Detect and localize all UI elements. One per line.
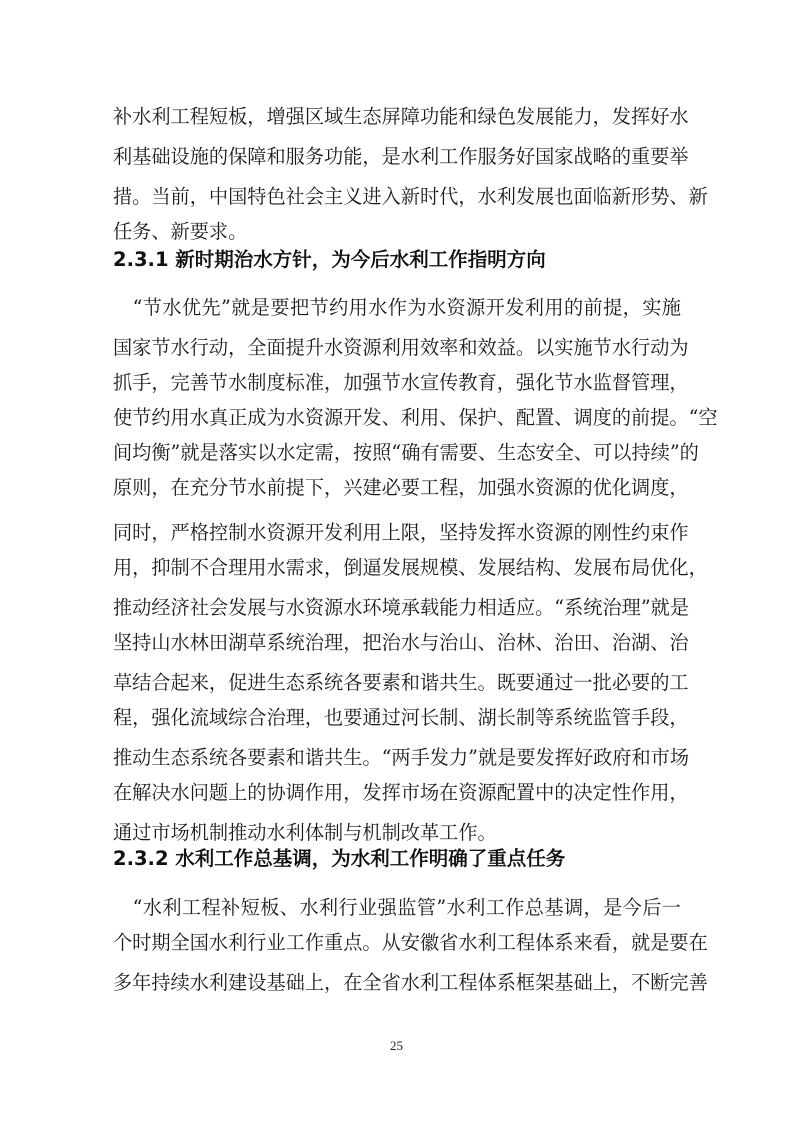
body-text-line: 同时，严格控制水资源开发利用上限，坚持发挥水资源的刚性约束作: [113, 521, 689, 544]
body-text-line: 利基础设施的保障和服务功能，是水利工作服务好国家战略的重要举: [113, 145, 689, 168]
body-text-line: 使节约用水真正成为水资源开发、利用、保护、配置、调度的前提。“空: [113, 406, 718, 429]
body-text-line: 原则，在充分节水前提下，兴建必要工程，加强水资源的优化调度，: [113, 476, 689, 499]
body-text-line: 国家节水行动，全面提升水资源利用效率和效益。以实施节水行动为: [113, 336, 689, 359]
body-text-line: 间均衡”就是落实以水定需，按照“确有需要、生态安全、可以持续”的: [113, 441, 699, 464]
body-text-line: “水利工程补短板、水利行业强监管”水利工作总基调，是今后一: [113, 896, 681, 919]
body-text-line: 个时期全国水利行业工作重点。从安徽省水利工程体系来看，就是要在: [113, 931, 708, 954]
body-text-line: 推动经济社会发展与水资源水环境承载能力相适应。“系统治理”就是: [113, 596, 690, 619]
body-text-line: 补水利工程短板，增强区域生态屏障功能和绿色发展能力，发挥好水: [113, 105, 689, 128]
body-text-line: 在解决水问题上的协调作用，发挥市场在资源配置中的决定性作用，: [113, 781, 689, 804]
body-text-line: “节水优先”就是要把节约用水作为水资源开发利用的前提，实施: [113, 296, 681, 319]
body-text-line: 多年持续水利建设基础上，在全省水利工程体系框架基础上，不断完善: [113, 971, 708, 994]
section-heading-2-3-2: 2.3.2 水利工作总基调，为水利工作明确了重点任务: [113, 847, 566, 870]
body-text-line: 措。当前，中国特色社会主义进入新时代，水利发展也面临新形势、新: [113, 185, 708, 208]
body-text-line: 推动生态系统各要素和谐共生。“两手发力”就是要发挥好政府和市场: [113, 746, 690, 769]
body-text-line: 坚持山水林田湖草系统治理，把治水与治山、治林、治田、治湖、治: [113, 631, 689, 654]
body-text-line: 抓手，完善节水制度标准，加强节水宣传教育，强化节水监督管理，: [113, 371, 689, 394]
body-text-line: 程，强化流域综合治理，也要通过河长制、湖长制等系统监管手段，: [113, 706, 689, 729]
body-text-line: 通过市场机制推动水利体制与机制改革工作。: [113, 821, 497, 844]
body-text-line: 任务、新要求。: [113, 220, 248, 243]
section-heading-2-3-1: 2.3.1 新时期治水方针，为今后水利工作指明方向: [113, 248, 546, 271]
body-text-line: 用，抑制不合理用水需求，倒逼发展规模、发展结构、发展布局优化，: [113, 556, 708, 579]
body-text-line: 草结合起来，促进生态系统各要素和谐共生。既要通过一批必要的工: [113, 671, 689, 694]
page-number: 25: [390, 1038, 403, 1053]
